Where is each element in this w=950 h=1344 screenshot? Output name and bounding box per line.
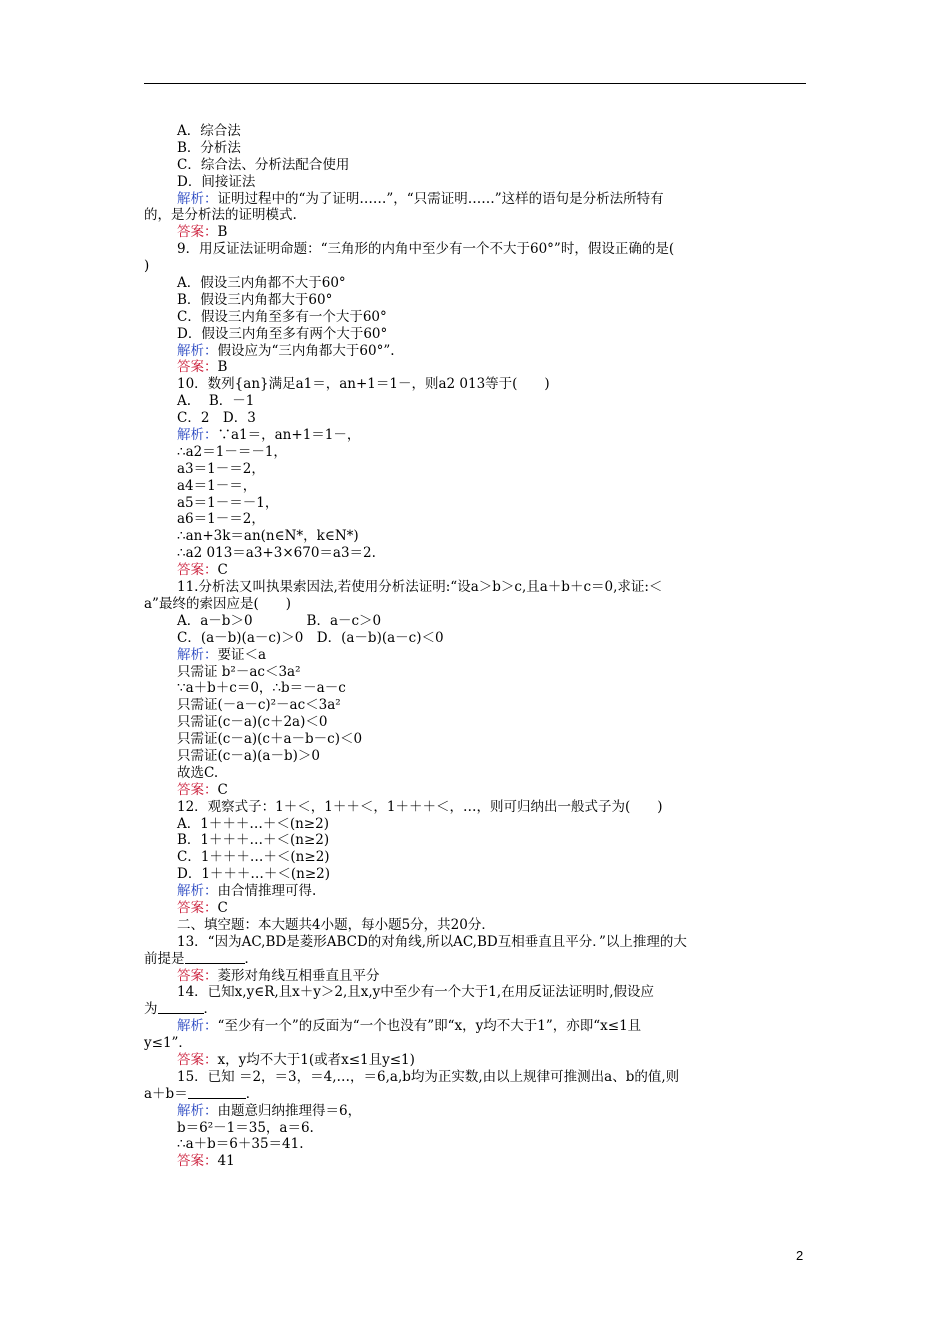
q8-option-c: C．综合法、分析法配合使用 (177, 156, 350, 173)
q10-step: a6＝1－＝2， (177, 511, 265, 528)
q11-step: 只需证(c－a)(c＋a－b－c)＜0 (177, 731, 363, 748)
q14-solution: 解析：“至少有一个”的反面为“一个也没有”即“x，y均不大于1”，亦即“x≤1且 (177, 1018, 642, 1035)
answer-label: 答案： (177, 781, 218, 798)
q11-stem-cont: a”最终的索因应是( ) (144, 595, 291, 612)
q8-solution-cont: 的，是分析法的证明模式. (144, 207, 297, 224)
solution-label: 解析： (177, 190, 218, 207)
q12-stem: 12．观察式子：1＋＜，1＋＋＜，1＋＋＋＜，…，则可归纳出一般式子为( ) (177, 798, 663, 815)
answer-label: 答案： (177, 899, 218, 916)
answer-label: 答案： (177, 562, 218, 579)
q10-options-ab: A. B．－1 (177, 393, 255, 410)
q9-stem: 9．用反证法证明命题：“三角形的内角中至少有一个不大于60°”时，假设正确的是( (177, 241, 675, 258)
page-number: 2 (796, 1248, 804, 1263)
q12-solution: 解析：由合情推理可得. (177, 883, 317, 900)
page-body (144, 123, 808, 1170)
q10-solution: 解析：∵a1＝，an+1＝1－， (177, 427, 361, 444)
q12-option-b: B．1＋＋＋…＋＜(n≥2) (177, 832, 330, 849)
q12-option-c: C．1＋＋＋…＋＜(n≥2) (177, 849, 330, 866)
q11-step: 只需证(c－a)(c＋2a)＜0 (177, 714, 328, 731)
q15-stem: 15．已知 ＝2，＝3，＝4,…，＝6,a,b均为正实数,由以上规律可推测出a、b的值,则 (177, 1068, 680, 1085)
q8-option-b: B．分析法 (177, 139, 241, 156)
q11-step: ∵a＋b＋c＝0，∴b＝－a－c (177, 680, 346, 697)
solution-label: 解析： (177, 646, 218, 663)
q11-step: 故选C. (177, 764, 219, 781)
q14-solution-cont: y≤1”． (144, 1035, 192, 1052)
q10-step: a5＝1－＝－1， (177, 494, 279, 511)
answer-blank (158, 1001, 204, 1014)
q10-stem: 10．数列{an}满足a1＝，an+1＝1－，则a2 013等于( ) (177, 376, 550, 393)
q9-option-b: B．假设三内角都大于60° (177, 291, 333, 308)
q10-options-cd: C．2 D．3 (177, 410, 256, 427)
q15-answer: 答案：41 (177, 1153, 235, 1170)
q9-solution: 解析：假设应为“三内角都大于60°”. (177, 342, 395, 359)
q13-stem-cont: 前提是 ． (144, 950, 258, 967)
header-rule (144, 83, 806, 84)
q8-solution: 解析：证明过程中的“为了证明……”，“只需证明……”这样的语句是分析法所特有 (177, 190, 664, 207)
q8-option-a: A．综合法 (177, 123, 241, 139)
q12-option-d: D．1＋＋＋…＋＜(n≥2) (177, 866, 331, 883)
q11-answer: 答案：C (177, 781, 228, 798)
q12-option-a: A．1＋＋＋…＋＜(n≥2) (177, 815, 329, 832)
answer-label: 答案： (177, 224, 218, 241)
q11-step: 只需证(c－a)(a－b)＞0 (177, 747, 320, 764)
q9-option-a: A．假设三内角都不大于60° (177, 275, 346, 292)
q14-stem: 14．已知x,y∈R,且x＋y＞2,且x,y中至少有一个大于1,在用反证法证明时,假设应 (177, 984, 654, 1001)
q9-option-c: C．假设三内角至多有一个大于60° (177, 308, 387, 325)
answer-blank (188, 1086, 246, 1099)
answer-label: 答案： (177, 1051, 218, 1068)
q15-step: ∴a＋b＝6＋35＝41. (177, 1136, 304, 1153)
answer-label: 答案： (177, 967, 218, 984)
q12-answer: 答案：C (177, 899, 228, 916)
solution-label: 解析： (177, 883, 218, 900)
q10-step: a3＝1－＝2， (177, 460, 265, 477)
q8-answer: 答案：B (177, 224, 228, 241)
q13-stem: 13．“因为AC,BD是菱形ABCD的对角线,所以AC,BD互相垂直且平分．”以上推理的大 (177, 933, 687, 950)
q10-step: a4＝1－＝， (177, 477, 257, 494)
q13-answer: 答案：菱形对角线互相垂直且平分 (177, 967, 380, 984)
q11-step: 只需证(－a－c)²－ac＜3a² (177, 697, 341, 714)
q14-answer: 答案：x，y均不大于1(或者x≤1且y≤1) (177, 1051, 415, 1068)
q15-step: b＝6²－1＝35，a＝6. (177, 1119, 314, 1136)
q10-step: ∴a2＝1－＝－1， (177, 443, 287, 460)
solution-label: 解析： (177, 1102, 218, 1119)
solution-label: 解析： (177, 342, 218, 359)
q15-solution: 解析：由题意归纳推理得＝6， (177, 1102, 362, 1119)
q9-option-d: D．假设三内角至多有两个大于60° (177, 325, 388, 342)
q11-step: 只需证 b²－ac＜3a² (177, 663, 301, 680)
q9-stem-cont: ) (144, 258, 150, 275)
q15-stem-cont: a＋b＝ ． (144, 1085, 260, 1102)
answer-label: 答案： (177, 359, 218, 376)
solution-label: 解析： (177, 427, 218, 444)
q10-step: ∴a2 013＝a3+3×670＝a3＝2. (177, 545, 376, 562)
q11-stem: 11.分析法又叫执果索因法,若使用分析法证明:“设a＞b＞c,且a＋b＋c＝0,求证:＜ (177, 579, 663, 596)
q11-options-cd: C．(a－b)(a－c)＞0 D．(a－b)(a－c)＜0 (177, 629, 444, 646)
section-heading: 二、填空题：本大题共4小题，每小题5分，共20分． (177, 916, 495, 933)
q9-answer: 答案：B (177, 359, 228, 376)
q14-stem-cont: 为 ． (144, 1001, 217, 1018)
q10-answer: 答案：C (177, 562, 228, 579)
q10-step: ∴an+3k＝an(n∈N*，k∈N*) (177, 528, 359, 545)
answer-label: 答案： (177, 1153, 218, 1170)
q8-option-d: D．间接证法 (177, 173, 256, 190)
solution-label: 解析： (177, 1018, 218, 1035)
q11-options-ab: A．a－b＞0 B．a－c＞0 (177, 612, 382, 629)
answer-blank (185, 951, 245, 964)
q11-solution: 解析：要证＜a (177, 646, 267, 663)
